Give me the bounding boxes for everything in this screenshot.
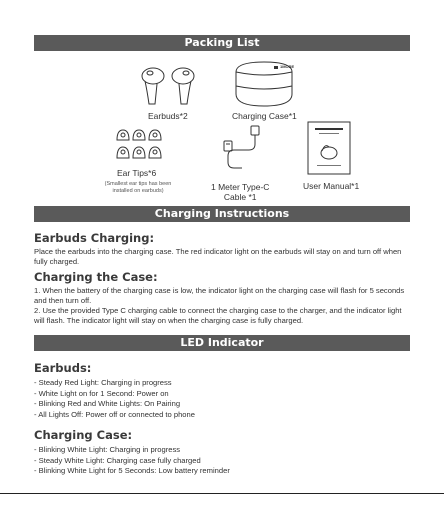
earbuds-label: Earbuds*2 <box>148 111 188 121</box>
list-item: - White Light on for 1 Second: Power on <box>34 388 169 398</box>
bottom-rule <box>0 493 444 494</box>
list-item: - Steady White Light: Charging case fully charged <box>34 455 201 465</box>
charging-case-step-1: 1. When the battery of the charging case is low, the indicator light on the charging case will flash for 5 seconds and then turn off. <box>34 286 405 305</box>
cable-label: 1 Meter Type-C Cable *1 <box>211 182 270 202</box>
type-c-cable-icon <box>222 124 262 176</box>
list-item: - Blinking White Light: Charging in progress <box>34 445 181 454</box>
list-item: - Blinking Red and White Lights: On Pairing <box>34 399 181 408</box>
led-case-heading: Charging Case: <box>34 428 133 442</box>
led-earbuds-heading: Earbuds: <box>34 361 92 375</box>
case-brand-mark: 1MORE <box>280 64 295 69</box>
list-item: - All Lights Off: Power off or connected to phone <box>34 409 195 419</box>
led-case-list <box>34 445 412 477</box>
led-indicator-banner: LED Indicator <box>34 335 410 351</box>
earbuds-charging-heading: Earbuds Charging: <box>34 231 155 245</box>
earbuds-icon <box>136 64 200 110</box>
packing-list-banner: Packing List <box>34 35 410 51</box>
list-item: - Blinking White Light for 5 Seconds: Low battery reminder <box>34 466 230 475</box>
charging-case-label: Charging Case*1 <box>232 111 297 121</box>
ear-tips-label: Ear Tips*6 <box>117 168 157 178</box>
user-manual-label: User Manual*1 <box>303 181 360 191</box>
charging-instructions-banner: Charging Instructions <box>34 206 410 222</box>
ear-tips-icon <box>114 126 164 162</box>
ear-tips-note: (Smallest ear tips has been installed on earbuds) <box>104 181 172 194</box>
list-item: - Steady Red Light: Charging in progress <box>34 378 172 387</box>
earbuds-charging-text: Place the earbuds into the charging case. The red indicator light on the earbuds will stay on and turn off when fully charged. <box>34 247 402 266</box>
user-manual-icon <box>307 121 351 175</box>
charging-case-heading: Charging the Case: <box>34 270 158 284</box>
charging-case-step-2: 2. Use the provided Type C charging cable to connect the charging case to the charger, and the indicator light will flash. The indicator light will stay on when the charging case is fully charged. <box>34 306 402 325</box>
led-earbuds-list <box>34 378 412 420</box>
